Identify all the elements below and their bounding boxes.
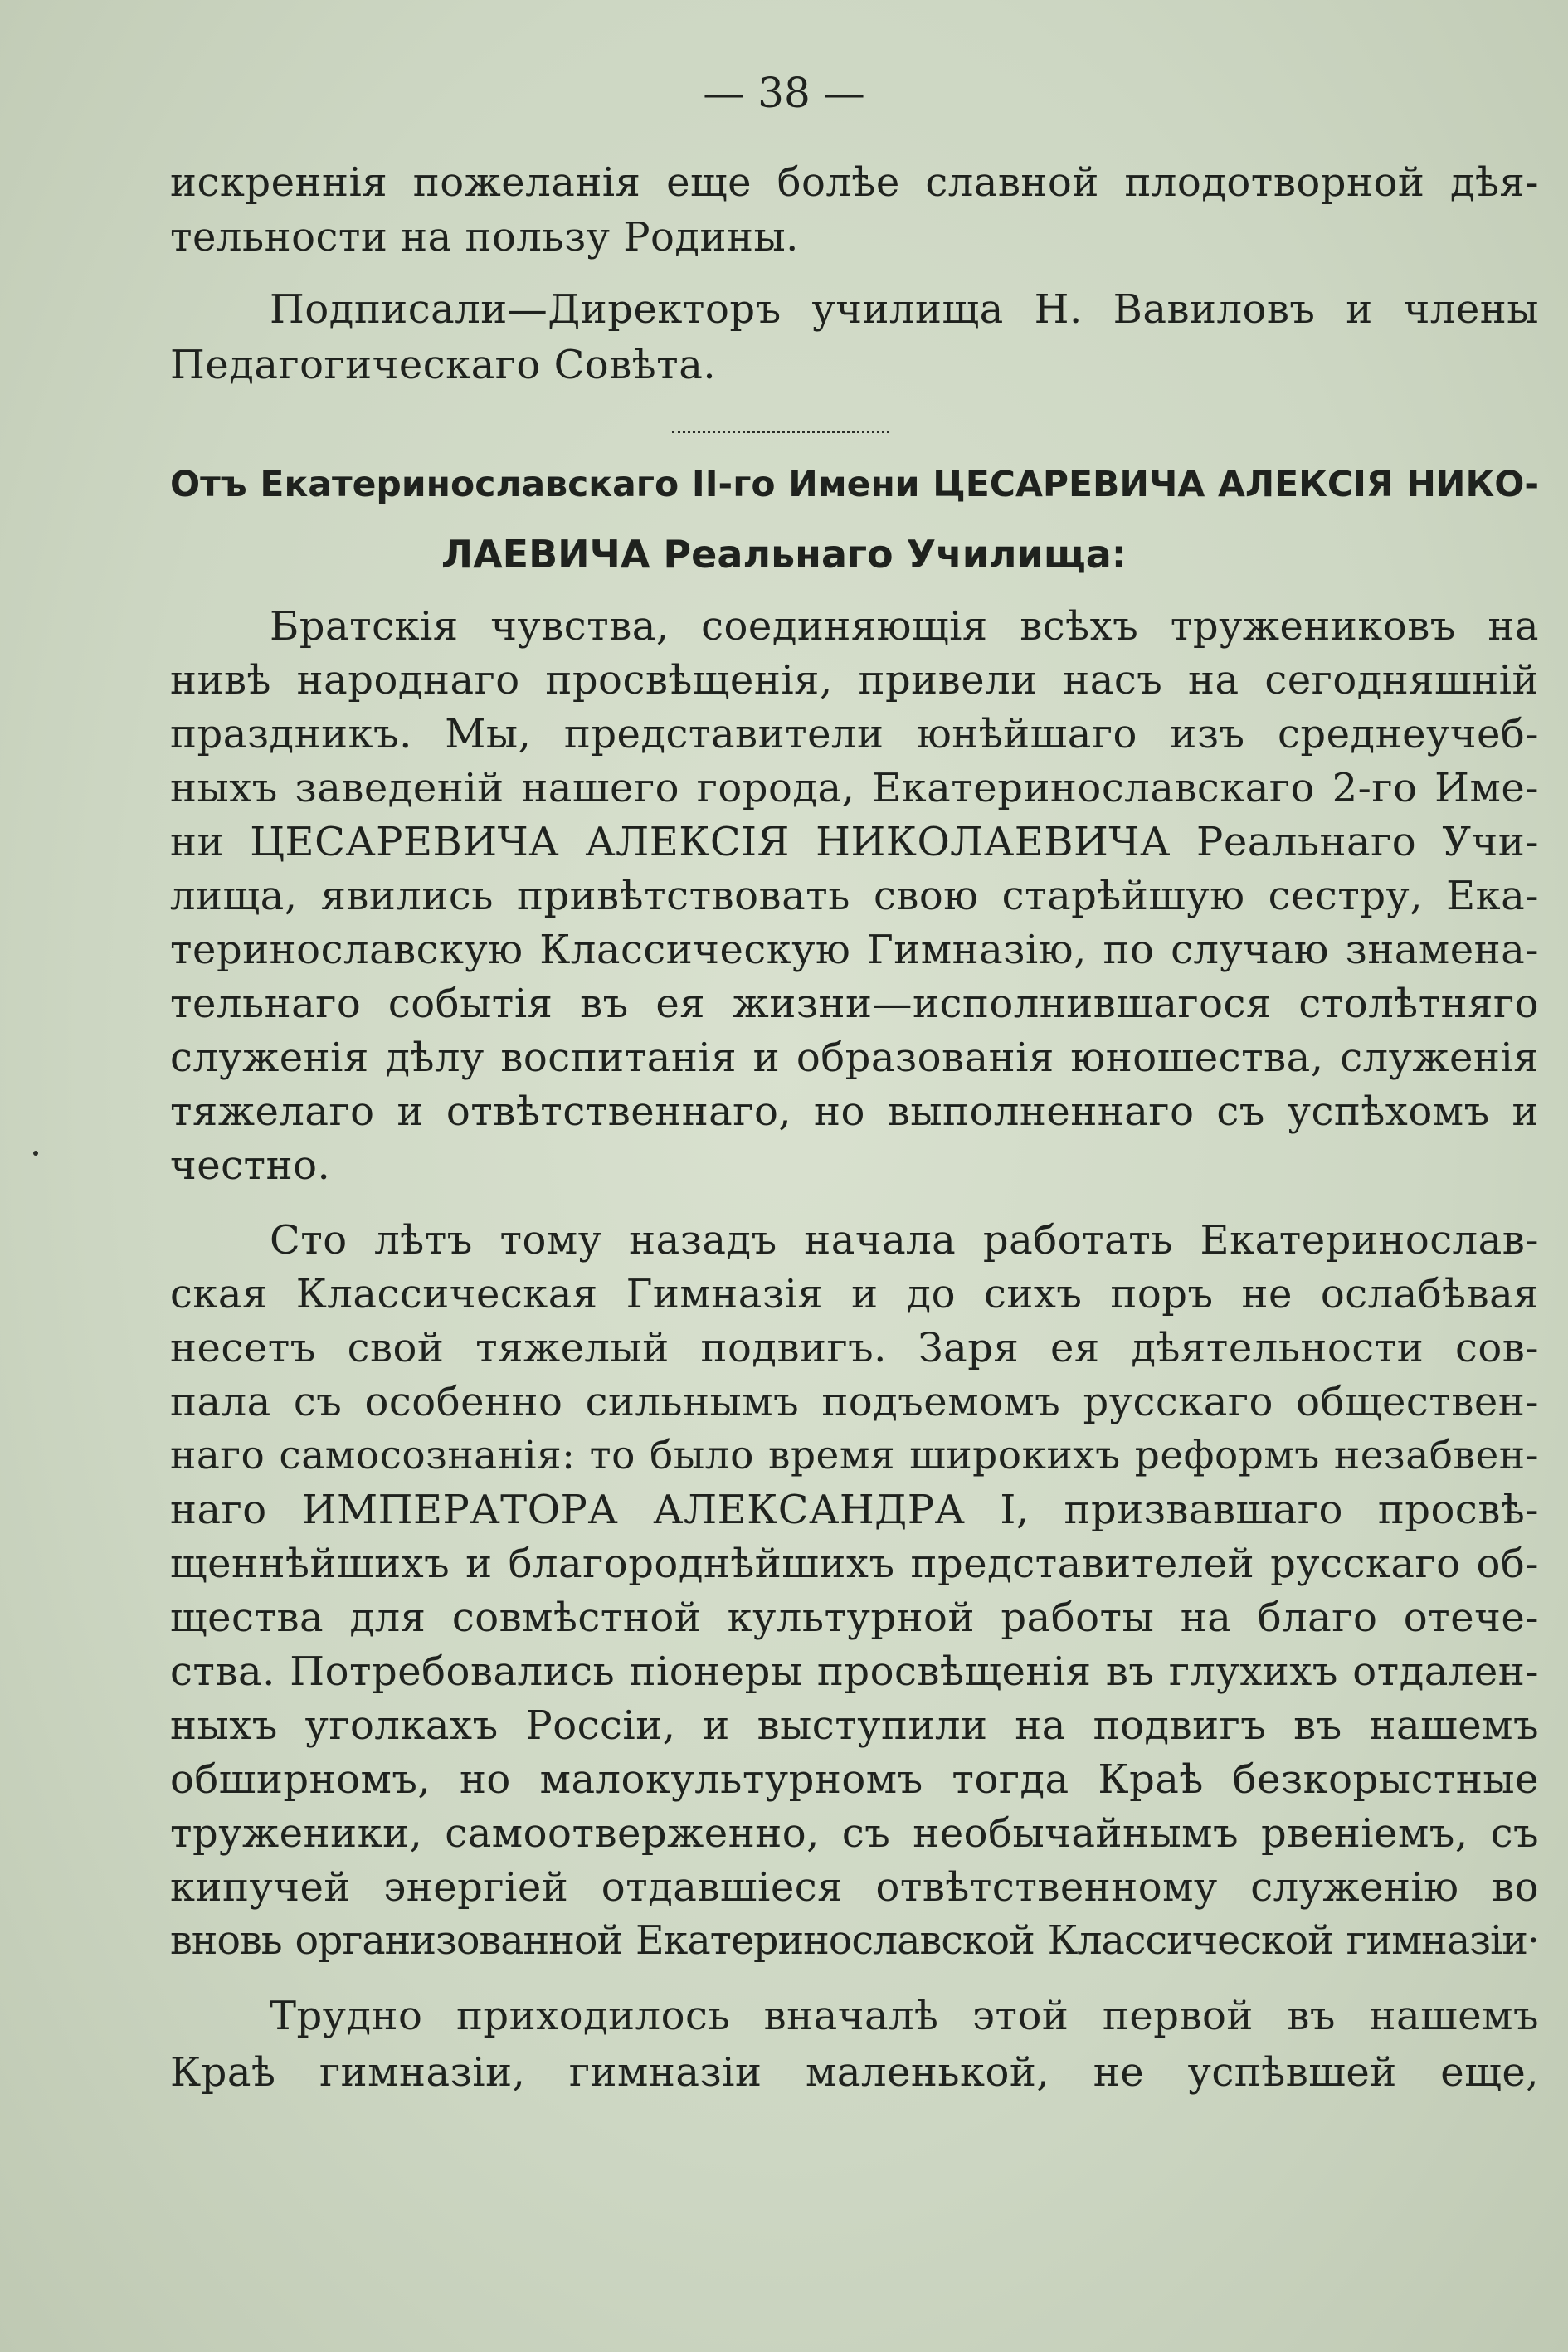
text-line: тельнаго событія въ ея жизни—исполнившагося столѣтняго — [170, 981, 1539, 1027]
text-line: ныхъ заведеній нашего города, Екатеринославскаго 2-го Име- — [170, 765, 1539, 811]
section-divider — [672, 431, 889, 433]
text-line: труженики, самоотверженно, съ необычайнымъ рвеніемъ, съ — [170, 1810, 1539, 1857]
section-heading: ЛАЕВИЧА Реальнаго Училища: — [441, 532, 1127, 577]
text-line: Краѣ гимназіи, гимназіи маленькой, не успѣвшей еще, — [170, 2049, 1539, 2096]
text-line: честно. — [170, 1142, 331, 1189]
text-line: лища, явились привѣтствовать свою старѣйшую сестру, Ека- — [170, 873, 1539, 919]
text-line: Трудно приходилось вначалѣ этой первой въ нашемъ — [270, 1993, 1539, 2039]
text-line: тяжелаго и отвѣтственнаго, но выполненнаго съ успѣхомъ и — [170, 1088, 1539, 1135]
page-number: — 38 — — [703, 69, 865, 117]
text-line: щеннѣйшихъ и благороднѣйшихъ представителей русскаго об- — [170, 1541, 1539, 1587]
text-line: ская Классическая Гимназія и до сихъ поръ не ослабѣвая — [170, 1271, 1539, 1317]
text-line: Сто лѣтъ тому назадъ начала работать Екатеринослав- — [270, 1217, 1539, 1264]
text-line: ныхъ уголкахъ Россіи, и выступили на подвигъ въ нашемъ — [170, 1702, 1539, 1749]
text-line: праздникъ. Мы, представители юнѣйшаго изъ среднеучеб- — [170, 711, 1539, 757]
text-line: служенія дѣлу воспитанія и образованія юношества, служенія — [170, 1035, 1539, 1081]
text-line: обширномъ, но малокультурномъ тогда Краѣ безкорыстные — [170, 1756, 1539, 1803]
text-line: тельности на пользу Родины. — [170, 214, 799, 261]
text-line: несетъ свой тяжелый подвигъ. Заря ея дѣятельности сов- — [170, 1325, 1539, 1371]
text-line: вновь организованной Екатеринославской Классической гимназіи· — [170, 1918, 1539, 1964]
signature-line: Педагогическаго Совѣта. — [170, 342, 717, 388]
text-line: наго самосознанія: то было время широкихъ реформъ незабвен- — [170, 1433, 1539, 1478]
text-line: кипучей энергіей отдавшіеся отвѣтственному служенію во — [170, 1864, 1539, 1911]
text-line: искреннія пожеланія еще болѣе славной плодотворной дѣя- — [170, 159, 1539, 206]
text-line: Братскія чувства, соединяющія всѣхъ тружениковъ на — [270, 603, 1539, 650]
signature-line: Подписали—Директоръ училища Н. Вавиловъ и члены — [270, 286, 1539, 333]
text-line: теринославскую Классическую Гимназію, по случаю знамена- — [170, 927, 1539, 973]
text-line: наго ИМПЕРАТОРА АЛЕКСАНДРА I, призвавшаго просвѣ- — [170, 1487, 1539, 1533]
text-line: пала съ особенно сильнымъ подъемомъ русскаго обществен- — [170, 1379, 1539, 1425]
print-speck — [33, 1151, 38, 1156]
text-line: ства. Потребовались піонеры просвѣщенія въ глухихъ отдален- — [170, 1648, 1539, 1695]
text-line: нивѣ народнаго просвѣщенія, привели насъ на сегодняшній — [170, 657, 1539, 704]
section-heading: Отъ Екатеринославскаго II-го Имени ЦЕСАРЕВИЧА АЛЕКСІЯ НИКО- — [170, 465, 1539, 505]
text-line: ни ЦЕСАРЕВИЧА АЛЕКСІЯ НИКОЛАЕВИЧА Реальнаго Учи- — [170, 819, 1539, 865]
text-line: щества для совмѣстной культурной работы на благо отече- — [170, 1595, 1539, 1641]
